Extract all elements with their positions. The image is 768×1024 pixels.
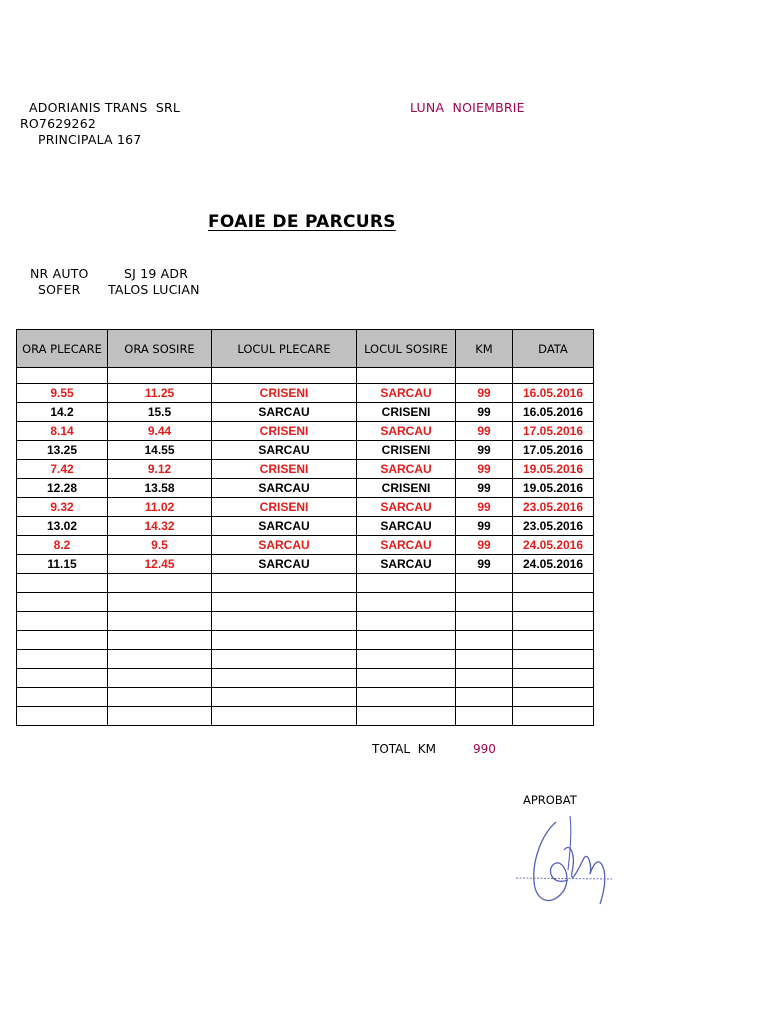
table-cell: 9.44 <box>108 422 212 441</box>
table-cell: 23.05.2016 <box>513 517 594 536</box>
table-row <box>17 555 594 574</box>
table-cell <box>17 612 108 631</box>
table-cell: 13.58 <box>108 479 212 498</box>
table-empty-row <box>17 593 594 612</box>
table-row <box>17 403 594 422</box>
table-cell: SARCAU <box>357 384 456 403</box>
table-cell: CRISENI <box>212 384 357 403</box>
table-cell: 16.05.2016 <box>513 384 594 403</box>
table-cell: 14.32 <box>108 517 212 536</box>
table-cell <box>456 688 513 707</box>
table-row <box>17 460 594 479</box>
table-cell: 99 <box>456 498 513 517</box>
table-cell: 24.05.2016 <box>513 536 594 555</box>
table-cell <box>108 631 212 650</box>
table-cell: 9.12 <box>108 460 212 479</box>
table-cell <box>513 688 594 707</box>
table-row <box>17 517 594 536</box>
table-cell: 99 <box>456 479 513 498</box>
table-cell <box>108 707 212 726</box>
table-cell: SARCAU <box>357 422 456 441</box>
table-cell <box>108 612 212 631</box>
table-cell: SARCAU <box>357 517 456 536</box>
table-cell: SARCAU <box>212 536 357 555</box>
table-cell <box>513 593 594 612</box>
table-cell: 99 <box>456 422 513 441</box>
table-cell: CRISENI <box>357 441 456 460</box>
table-cell <box>357 707 456 726</box>
table-cell <box>17 631 108 650</box>
driver-value: TALOS LUCIAN <box>108 282 200 297</box>
table-cell: 99 <box>456 441 513 460</box>
table-empty-row <box>17 688 594 707</box>
table-cell: 17.05.2016 <box>513 441 594 460</box>
table-cell <box>513 574 594 593</box>
table-cell <box>108 688 212 707</box>
table-row <box>17 422 594 441</box>
table-cell: 99 <box>456 555 513 574</box>
table-cell <box>513 650 594 669</box>
table-cell <box>357 612 456 631</box>
total-km-value: 990 <box>473 742 496 756</box>
table-cell: SARCAU <box>212 517 357 536</box>
table-cell <box>456 631 513 650</box>
header-arrival-time: ORA SOSIRE <box>108 330 212 368</box>
table-cell: 8.2 <box>17 536 108 555</box>
table-cell: SARCAU <box>212 403 357 422</box>
table-cell: 99 <box>456 384 513 403</box>
vehicle-value: SJ 19 ADR <box>124 266 189 281</box>
table-row <box>17 498 594 517</box>
table-cell: 13.02 <box>17 517 108 536</box>
table-header-row <box>17 330 594 368</box>
table-cell <box>456 593 513 612</box>
table-cell <box>108 574 212 593</box>
company-address: PRINCIPALA 167 <box>38 132 142 147</box>
table-cell <box>212 612 357 631</box>
table-cell: SARCAU <box>357 536 456 555</box>
company-cui: RO7629262 <box>20 116 96 131</box>
table-cell <box>212 707 357 726</box>
table-cell: 11.25 <box>108 384 212 403</box>
table-cell <box>513 707 594 726</box>
table-cell: SARCAU <box>212 441 357 460</box>
table-cell: 99 <box>456 536 513 555</box>
table-cell: 17.05.2016 <box>513 422 594 441</box>
table-row <box>17 536 594 555</box>
table-cell <box>456 707 513 726</box>
table-empty-row <box>17 650 594 669</box>
table-cell: 19.05.2016 <box>513 460 594 479</box>
vehicle-label: NR AUTO <box>30 266 89 281</box>
header-arrival-place: LOCUL SOSIRE <box>357 330 456 368</box>
header-departure-time: ORA PLECARE <box>17 330 108 368</box>
table-cell: 8.14 <box>17 422 108 441</box>
table-empty-row <box>17 631 594 650</box>
table-cell <box>17 669 108 688</box>
table-cell: 99 <box>456 517 513 536</box>
table-cell <box>456 650 513 669</box>
table-cell <box>456 368 513 384</box>
table-cell: 14.55 <box>108 441 212 460</box>
table-cell: 9.55 <box>17 384 108 403</box>
table-cell: 12.28 <box>17 479 108 498</box>
table-cell <box>212 688 357 707</box>
table-cell: 19.05.2016 <box>513 479 594 498</box>
table-empty-row <box>17 707 594 726</box>
table-cell <box>108 593 212 612</box>
table-cell: SARCAU <box>212 479 357 498</box>
table-cell <box>108 669 212 688</box>
table-cell <box>513 631 594 650</box>
trip-table <box>16 329 594 726</box>
header-km: KM <box>456 330 513 368</box>
total-km-label: TOTAL KM <box>372 742 436 756</box>
company-name: ADORIANIS TRANS SRL <box>29 100 181 115</box>
table-cell: SARCAU <box>357 460 456 479</box>
table-cell <box>17 707 108 726</box>
table-cell: 99 <box>456 460 513 479</box>
table-cell: 11.15 <box>17 555 108 574</box>
table-cell <box>357 593 456 612</box>
table-cell: SARCAU <box>357 498 456 517</box>
table-cell <box>17 593 108 612</box>
table-cell <box>212 574 357 593</box>
table-cell: CRISENI <box>212 422 357 441</box>
table-cell: SARCAU <box>357 555 456 574</box>
table-cell <box>108 650 212 669</box>
table-cell: 15.5 <box>108 403 212 422</box>
approved-label: APROBAT <box>523 793 577 807</box>
table-cell <box>212 593 357 612</box>
table-cell: CRISENI <box>357 403 456 422</box>
table-cell <box>212 368 357 384</box>
table-body <box>17 368 594 726</box>
table-cell: 24.05.2016 <box>513 555 594 574</box>
table-cell <box>357 688 456 707</box>
table-cell: CRISENI <box>357 479 456 498</box>
table-cell: 99 <box>456 403 513 422</box>
table-cell <box>513 368 594 384</box>
table-cell: 11.02 <box>108 498 212 517</box>
table-cell <box>357 574 456 593</box>
table-cell: SARCAU <box>212 555 357 574</box>
header-departure-place: LOCUL PLECARE <box>212 330 357 368</box>
table-cell <box>456 669 513 688</box>
table-cell <box>212 631 357 650</box>
table-cell: 13.25 <box>17 441 108 460</box>
table-cell <box>357 650 456 669</box>
month-label: LUNA NOIEMBRIE <box>410 100 525 115</box>
table-cell: 16.05.2016 <box>513 403 594 422</box>
header-date: DATA <box>513 330 594 368</box>
table-empty-row <box>17 574 594 593</box>
table-spacer-row <box>17 368 594 384</box>
table-cell <box>212 650 357 669</box>
table-cell <box>212 669 357 688</box>
driver-label: SOFER <box>38 282 81 297</box>
table-cell: 9.32 <box>17 498 108 517</box>
table-cell <box>108 368 212 384</box>
table-cell <box>357 631 456 650</box>
table-cell <box>17 650 108 669</box>
table-row <box>17 441 594 460</box>
table-row <box>17 479 594 498</box>
table-cell <box>513 669 594 688</box>
table-cell <box>17 688 108 707</box>
page-title: FOAIE DE PARCURS <box>208 212 396 232</box>
table-cell: 23.05.2016 <box>513 498 594 517</box>
table-cell <box>456 612 513 631</box>
table-cell <box>456 574 513 593</box>
signature-icon <box>512 812 617 912</box>
table-cell <box>17 574 108 593</box>
table-empty-row <box>17 669 594 688</box>
table-empty-row <box>17 612 594 631</box>
table-cell: CRISENI <box>212 498 357 517</box>
table-cell <box>17 368 108 384</box>
table-cell: 9.5 <box>108 536 212 555</box>
table-cell: 12.45 <box>108 555 212 574</box>
table-cell <box>357 669 456 688</box>
table-cell <box>357 368 456 384</box>
table-cell <box>513 612 594 631</box>
table-cell: 7.42 <box>17 460 108 479</box>
table-cell: CRISENI <box>212 460 357 479</box>
table-cell: 14.2 <box>17 403 108 422</box>
table-row <box>17 384 594 403</box>
